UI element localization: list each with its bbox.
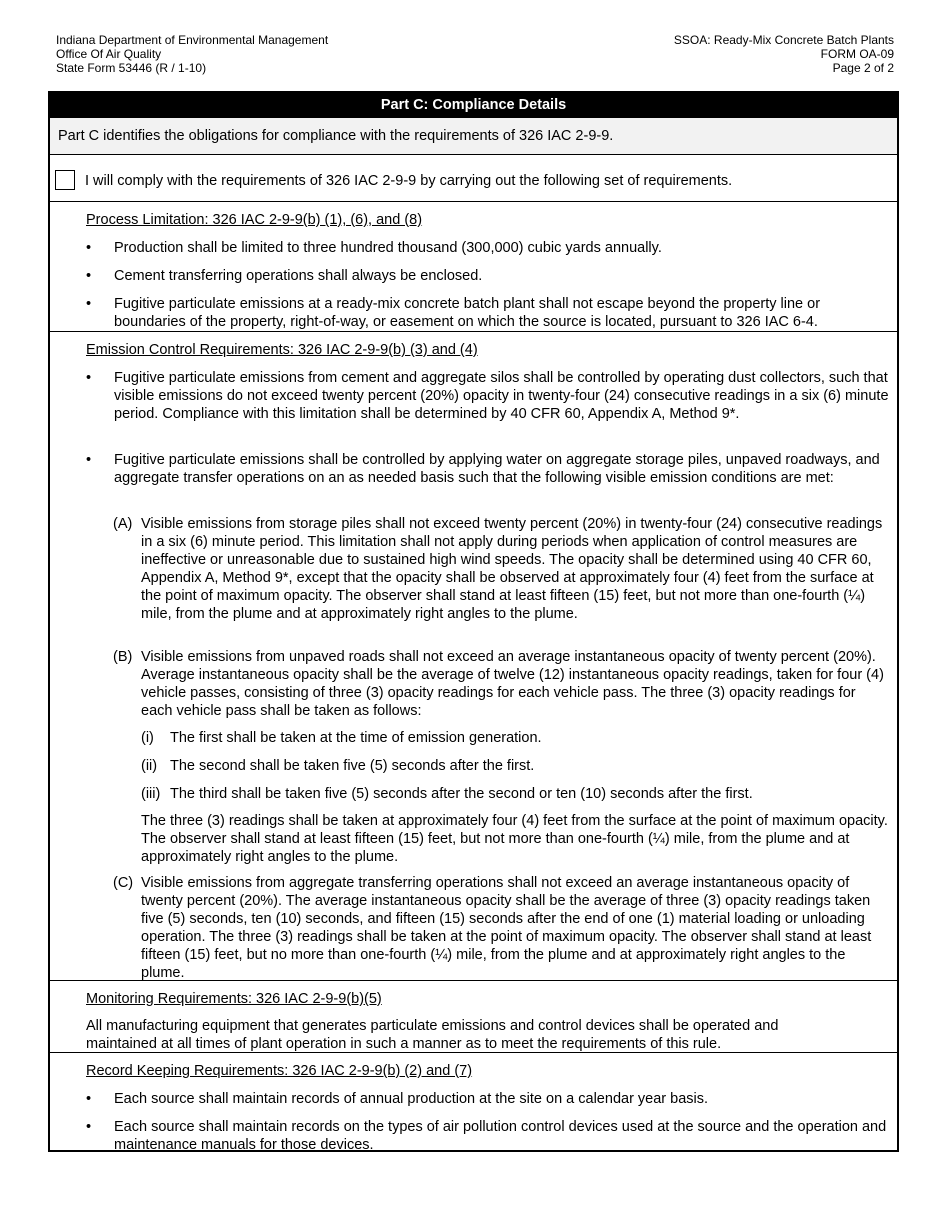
process-limitation-section bbox=[50, 202, 897, 332]
item-a-text: Visible emissions from storage piles shall not exceed twenty percent (20%) in twenty-four (24) consecutive readings in a six (6) minute period. This limitation shall not apply during periods when application of control measures are ineffective or unreasonable due to sustained high wind speeds. The opacity shall be determined using 40 CFR 60, Appendix A, Method 9*, except that the opacity shall be observed at approximately four (4) feet from the surface at the point of maximum opacity. The observer shall stand at least fifteen (15) feet, but not more than one-fourth (¼) mile, from the plume and at approximately right angles to the plume. bbox=[141, 516, 883, 622]
item-b-text: Visible emissions from unpaved roads shall not exceed an average instantaneous opacity of twenty percent (20%). Average instantaneous opacity shall be the average of twelve (12) instantaneous opacity readings, taken for four (4) vehicle passes, consisting of three (3) opacity readings for each vehicle pass. The three (3) opacity readings for each vehicle pass shall be taken as follows: bbox=[141, 649, 884, 719]
agreement-checkbox[interactable] bbox=[55, 170, 75, 190]
monitoring-title: Monitoring Requirements: 326 IAC 2-9-9(b)(5) bbox=[86, 991, 382, 1007]
item-b-label: (B) bbox=[113, 649, 133, 665]
emission-bullet-2: Fugitive particulate emissions shall be controlled by applying water on aggregate storage piles, unpaved roadways, and aggregate transfer operations on an as needed basis such that the following visible emission conditions are met: bbox=[114, 452, 880, 486]
bullet-icon: • bbox=[86, 452, 92, 468]
bullet-icon: • bbox=[86, 1119, 92, 1135]
bullet-icon: • bbox=[86, 370, 92, 386]
compliance-form bbox=[48, 91, 899, 1152]
agency-name: Indiana Department of Environmental Management bbox=[56, 33, 329, 47]
roman-iii-text: The third shall be taken five (5) seconds after the second or ten (10) seconds after the first. bbox=[170, 786, 753, 802]
part-c-intro: Part C identifies the obligations for compliance with the requirements of 326 IAC 2-9-9. bbox=[50, 118, 897, 155]
bullet-icon: • bbox=[86, 1091, 92, 1107]
part-c-title: Part C: Compliance Details bbox=[50, 93, 897, 118]
state-form-number: State Form 53446 (R / 1-10) bbox=[56, 61, 207, 75]
emission-control-section bbox=[50, 332, 897, 981]
agreement-text: I will comply with the requirements of 326 IAC 2-9-9 by carrying out the following set of requirements. bbox=[85, 173, 733, 189]
emission-control-title: Emission Control Requirements: 326 IAC 2-9-9(b) (3) and (4) bbox=[86, 342, 478, 358]
page-number: Page 2 of 2 bbox=[832, 61, 894, 75]
process-limitation-title: Process Limitation: 326 IAC 2-9-9(b) (1), (6), and (8) bbox=[86, 212, 423, 228]
roman-iii-label: (iii) bbox=[141, 786, 161, 802]
item-c-text: Visible emissions from aggregate transferring operations shall not exceed an average instantaneous opacity of twenty percent (20%). The average instantaneous opacity shall be the average of three (3) opacity readings taken five (5) seconds, ten (10) seconds, and fifteen (15) seconds after the end of one (1) material loading or unloading operation. The three (3) readings shall be taken at the point of maximum opacity. The observer shall stand at least fifteen (15) feet, but no more than one-fourth (¼) mile, from the plume and at approximately right angles to the plume. bbox=[141, 875, 872, 981]
item-c-label: (C) bbox=[113, 875, 134, 891]
roman-ii-label: (ii) bbox=[141, 758, 158, 774]
form-title: SSOA: Ready-Mix Concrete Batch Plants bbox=[673, 33, 894, 47]
bullet-icon: • bbox=[86, 268, 92, 284]
office-name: Office Of Air Quality bbox=[56, 47, 162, 61]
form-id: FORM OA-09 bbox=[820, 47, 894, 61]
bullet-icon: • bbox=[86, 240, 92, 256]
roman-i-text: The first shall be taken at the time of emission generation. bbox=[170, 730, 542, 746]
process-bullet-3: Fugitive particulate emissions at a ready-mix concrete batch plant shall not escape beyond the property line or boundaries of the property, right-of-way, or easement on which the source is located, pursuant to 326 IAC 6-4. bbox=[114, 296, 821, 330]
process-bullet-2: Cement transferring operations shall always be enclosed. bbox=[114, 268, 483, 284]
record-bullet-1: Each source shall maintain records of annual production at the site on a calendar year basis. bbox=[114, 1091, 709, 1107]
roman-i-label: (i) bbox=[141, 730, 154, 746]
process-bullet-1: Production shall be limited to three hundred thousand (300,000) cubic yards annually. bbox=[114, 240, 662, 256]
record-keeping-title: Record Keeping Requirements: 326 IAC 2-9-9(b) (2) and (7) bbox=[86, 1063, 473, 1079]
item-a-label: (A) bbox=[113, 516, 133, 532]
roman-ii-text: The second shall be taken five (5) seconds after the first. bbox=[170, 758, 535, 774]
emission-bullet-1: Fugitive particulate emissions from cement and aggregate silos shall be controlled by operating dust collectors, such that visible emissions do not exceed twenty percent (20%) opacity in twenty-four (24) consecutive readings in a six (6) minute period. Compliance with this limitation shall be determined by 40 CFR 60, Appendix A, Method 9*. bbox=[114, 370, 889, 422]
item-b-followup: The three (3) readings shall be taken at approximately four (4) feet from the surface at the point of maximum opacity. The observer shall stand at least fifteen (15) feet, but not more than one-fourth (¼) mile, from the plume and at approximately right angles to the plume. bbox=[141, 813, 888, 865]
header-agency-block bbox=[56, 33, 328, 75]
monitoring-text: All manufacturing equipment that generates particulate emissions and control devices shall be operated and maintained at all times of plant operation in such a manner as to meet the requirements of this rule. bbox=[86, 1018, 779, 1052]
header-form-block bbox=[674, 33, 894, 75]
record-bullet-2: Each source shall maintain records on the types of air pollution control devices used at the source and the operation and maintenance manuals for those devices. bbox=[114, 1119, 887, 1153]
record-keeping-section bbox=[50, 1053, 897, 1155]
agreement-row bbox=[50, 155, 897, 202]
bullet-icon: • bbox=[86, 296, 92, 312]
monitoring-section bbox=[50, 981, 897, 1053]
